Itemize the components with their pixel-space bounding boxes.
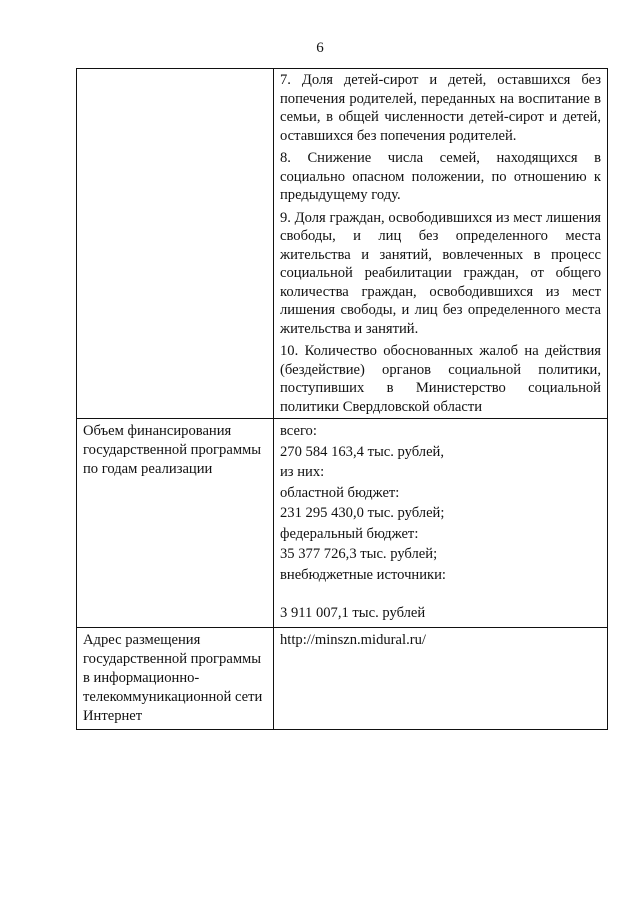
federal-budget-value: 35 377 726,3 тыс. рублей; [280, 546, 438, 562]
address-label-cell [77, 627, 274, 729]
indicators-cell [274, 69, 608, 419]
address-label: Адрес размещения государственной программы в информационно-телекоммуникационной сети Интернет [83, 631, 263, 724]
extrabudgetary-label: внебюджетные источники: [280, 566, 446, 583]
regional-budget-label: областной бюджет: [280, 484, 400, 501]
indicator-9: 9. Доля граждан, освободившихся из мест лишения свободы, и лиц без определенного места жительства и занятий, вовлеченных в процесс социальной реабилитации граждан, от общего количества граждан, освободившихся из мест лишения свободы, и лиц без определенного места жительства и занятий. [280, 209, 601, 337]
regional-budget-value: 231 295 430,0 тыс. рублей; [280, 505, 445, 521]
financing-of-which: из них: [280, 464, 325, 480]
table-row-address [77, 627, 608, 729]
federal-budget-label: федеральный бюджет: [280, 525, 419, 542]
indicator-7: 7. Доля детей-сирот и детей, оставшихся без попечения родителей, переданных на воспитание в семьи, в общей численности детей-сирот и детей, оставшихся без попечения родителей. [280, 72, 601, 144]
financing-total-value: 270 584 163,4 тыс. рублей, [280, 443, 445, 460]
website-link[interactable]: http://minszn.midural.ru/ [280, 631, 426, 648]
financing-values-cell [274, 419, 608, 628]
program-passport-table [76, 68, 608, 730]
page-number: 6 [316, 40, 324, 56]
indicator-8: 8. Снижение числа семей, находящихся в социально опасном положении, по отношению к предыдущему году. [280, 150, 601, 203]
indicator-10: 10. Количество обоснованных жалоб на действия (бездействие) органов социальной политики, поступивших в Министерство социальной политики Свердловской области [280, 343, 601, 415]
table-row-indicators [77, 69, 608, 419]
extrabudgetary-value: 3 911 007,1 тыс. рублей [280, 605, 426, 621]
address-url-cell [274, 627, 608, 729]
empty-label-cell [77, 69, 274, 419]
financing-total-label: всего: [280, 423, 317, 439]
financing-label: Объем финансирования государственной программы по годам реализации [83, 423, 262, 477]
spacer [280, 586, 601, 604]
table-row-financing [77, 419, 608, 628]
financing-label-cell [77, 419, 274, 628]
